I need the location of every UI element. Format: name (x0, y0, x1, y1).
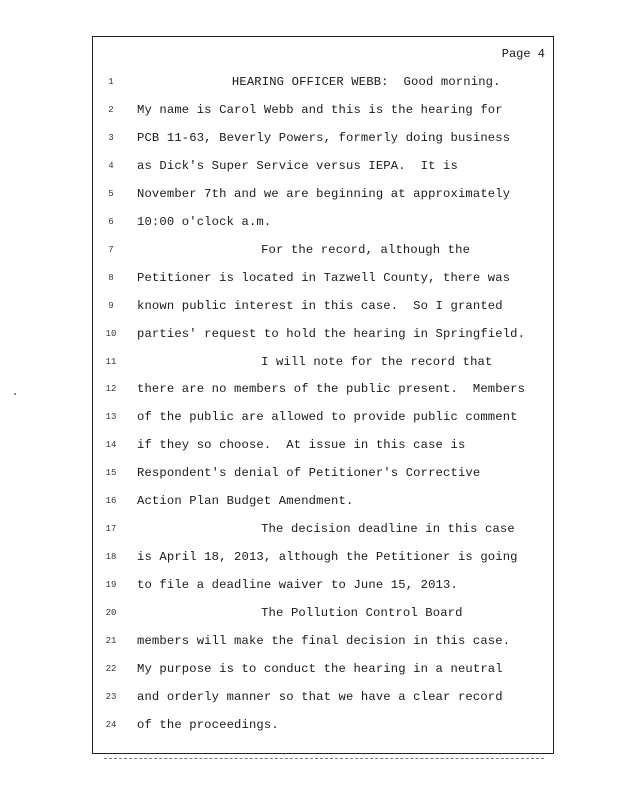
line-text: My purpose is to conduct the hearing in a neutral (137, 662, 503, 677)
transcript-line (93, 600, 553, 628)
line-text: if they so choose. At issue in this case is (137, 438, 466, 453)
line-number: 21 (105, 636, 117, 647)
line-number: 16 (105, 496, 117, 507)
line-text: For the record, although the (261, 242, 471, 257)
line-text: Petitioner is located in Tazwell County, there was (137, 270, 511, 285)
transcript-line (93, 460, 553, 488)
line-text: and orderly manner so that we have a clear record (137, 689, 503, 704)
line-text: to file a deadline waiver to June 15, 2013. (137, 578, 458, 593)
transcript-line (93, 516, 553, 544)
transcript-line (93, 628, 553, 656)
transcript-lines (93, 69, 553, 740)
line-text: Action Plan Budget Amendment. (137, 494, 354, 509)
line-number: 14 (105, 440, 117, 451)
transcript-line (93, 712, 553, 740)
line-number: 6 (108, 216, 114, 227)
transcript-line (93, 432, 553, 460)
transcript-line (93, 684, 553, 712)
line-number: 12 (105, 384, 117, 395)
line-text: 10:00 o'clock a.m. (137, 214, 272, 229)
line-number: 23 (105, 691, 117, 702)
line-number: 2 (108, 104, 114, 115)
line-number: 18 (105, 552, 117, 563)
line-number: 3 (108, 132, 114, 143)
transcript-line (93, 293, 553, 321)
transcript-line (93, 265, 553, 293)
line-number: 5 (108, 188, 114, 199)
line-number: 17 (105, 524, 117, 535)
transcript-page (92, 36, 554, 754)
line-number: 13 (105, 412, 117, 423)
page-number: Page 4 (501, 47, 545, 61)
line-text: is April 18, 2013, although the Petitioner is going (137, 550, 518, 565)
line-number: 9 (108, 300, 114, 311)
line-text: The Pollution Control Board (261, 606, 463, 621)
scan-speck (14, 393, 16, 395)
transcript-line (93, 376, 553, 404)
line-text: of the public are allowed to provide public comment (137, 410, 518, 425)
line-text: there are no members of the public present. Members (137, 382, 526, 397)
line-text: parties' request to hold the hearing in Springfield. (137, 326, 526, 341)
transcript-line (93, 544, 553, 572)
line-number: 7 (108, 244, 114, 255)
line-number: 19 (105, 580, 117, 591)
line-number: 24 (105, 719, 117, 730)
line-text: known public interest in this case. So I granted (137, 298, 503, 313)
line-text: My name is Carol Webb and this is the hearing for (137, 102, 503, 117)
line-text: members will make the final decision in this case. (137, 634, 511, 649)
bottom-rule (104, 758, 544, 759)
line-text: The decision deadline in this case (261, 522, 515, 537)
line-text: Respondent's denial of Petitioner's Corrective (137, 466, 481, 481)
transcript-line (93, 404, 553, 432)
line-number: 4 (108, 160, 114, 171)
line-text: PCB 11-63, Beverly Powers, formerly doing business (137, 130, 511, 145)
line-number: 22 (105, 664, 117, 675)
line-text: I will note for the record that (261, 354, 493, 369)
transcript-line (93, 488, 553, 516)
line-number: 10 (105, 328, 117, 339)
line-number: 20 (105, 608, 117, 619)
transcript-line (93, 321, 553, 349)
line-text: of the proceedings. (137, 717, 279, 732)
line-text: November 7th and we are beginning at approximately (137, 186, 511, 201)
transcript-line (93, 97, 553, 125)
line-text: HEARING OFFICER WEBB: Good morning. (231, 75, 501, 89)
line-number: 8 (108, 272, 114, 283)
line-number: 1 (108, 77, 114, 87)
transcript-line (93, 237, 553, 265)
transcript-line (93, 153, 553, 181)
transcript-line (93, 69, 553, 97)
transcript-line (93, 181, 553, 209)
transcript-line (93, 125, 553, 153)
transcript-line (93, 572, 553, 600)
transcript-line (93, 349, 553, 377)
transcript-line (93, 209, 553, 237)
transcript-line (93, 656, 553, 684)
line-number: 11 (105, 356, 117, 367)
line-text: as Dick's Super Service versus IEPA. It is (137, 158, 458, 173)
line-number: 15 (105, 468, 117, 479)
